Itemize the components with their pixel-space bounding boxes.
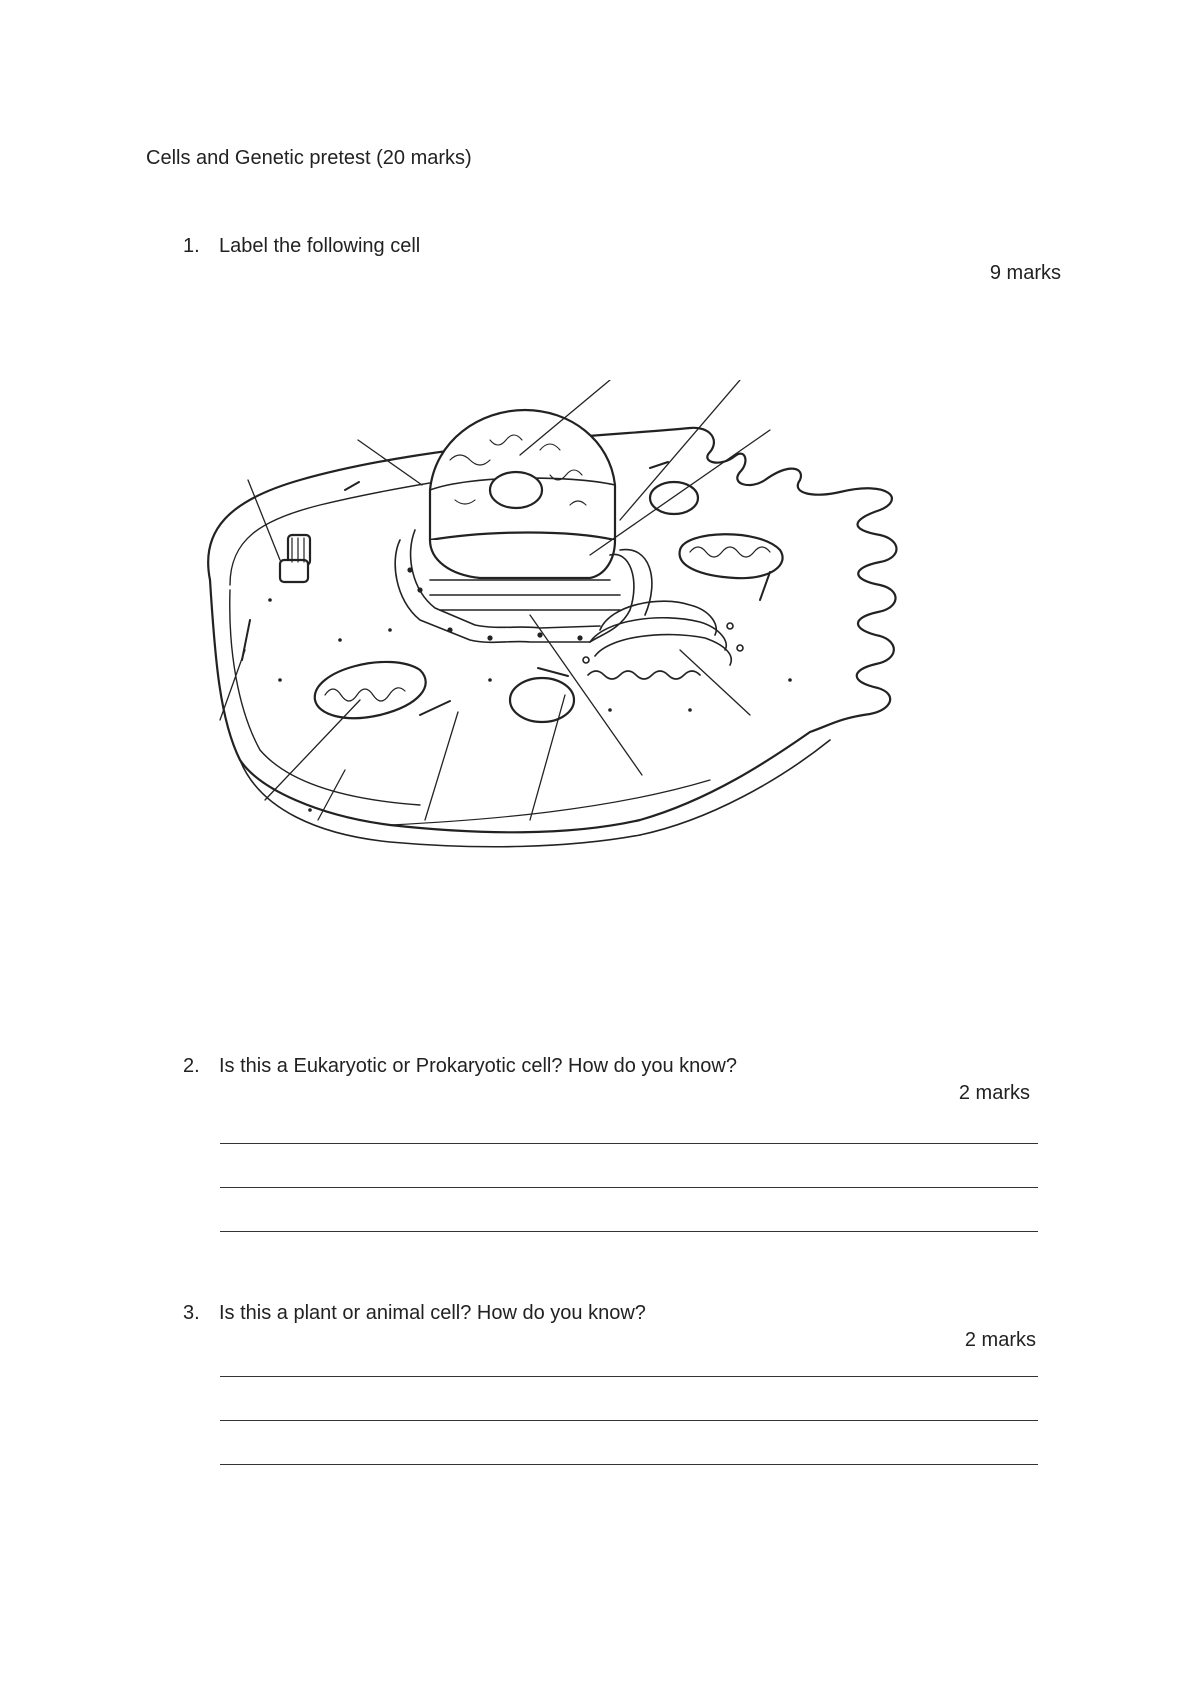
lysosome-bottom — [510, 678, 574, 722]
question-1-marks: 9 marks — [989, 262, 1061, 284]
answer-line[interactable] — [220, 1464, 1038, 1465]
worksheet-title: Cells and Genetic pretest (20 marks) — [146, 147, 472, 169]
golgi-apparatus — [583, 601, 743, 679]
lysosome-top — [650, 482, 698, 514]
question-2-text: Is this a Eukaryotic or Prokaryotic cell? How do you know? — [219, 1055, 737, 1077]
question-2-marks: 2 marks — [958, 1082, 1030, 1104]
answer-line[interactable] — [220, 1376, 1038, 1377]
centrioles — [280, 535, 310, 582]
answer-line[interactable] — [220, 1187, 1038, 1188]
question-3-number: 3. — [183, 1302, 200, 1324]
question-3-marks: 2 marks — [964, 1329, 1036, 1351]
question-1-number: 1. — [183, 235, 200, 257]
question-3-text: Is this a plant or animal cell? How do you know? — [219, 1302, 646, 1324]
answer-line[interactable] — [220, 1143, 1038, 1144]
mitochondrion-right — [680, 534, 783, 578]
answer-line[interactable] — [220, 1420, 1038, 1421]
answer-line[interactable] — [220, 1231, 1038, 1232]
nucleolus — [490, 472, 542, 508]
question-1-text: Label the following cell — [219, 235, 421, 257]
question-2-number: 2. — [183, 1055, 200, 1077]
animal-cell-diagram — [190, 380, 910, 900]
mitochondrion-left — [315, 662, 426, 718]
